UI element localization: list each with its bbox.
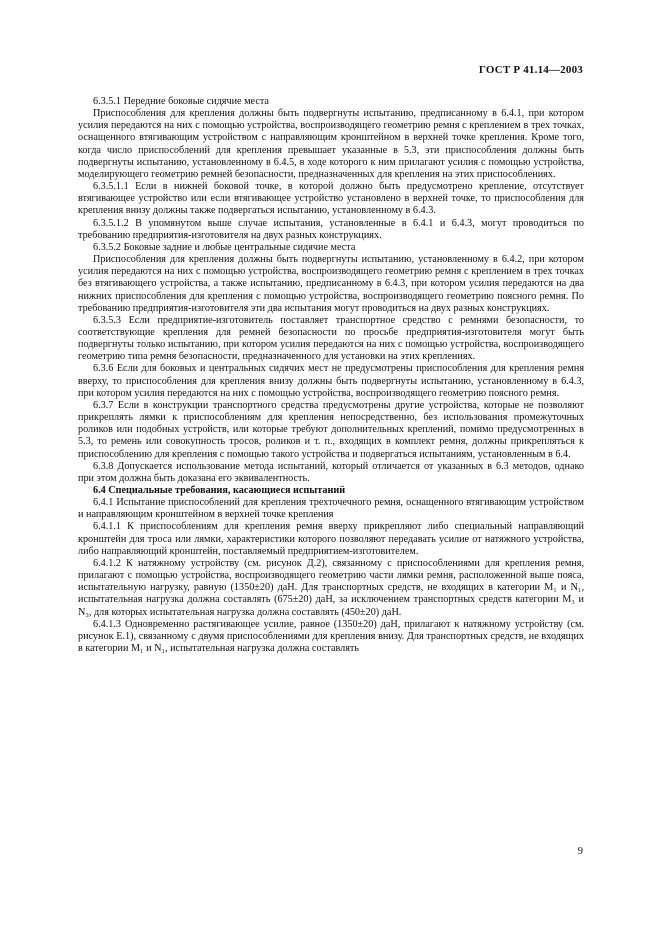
- paragraph: 6.3.5.1.2 В упомянутом выше случае испытания, установленные в 6.4.1 и 6.4.3, могут проводиться по требованию предприятия-изготовителя на двух разных конструкциях.: [78, 217, 584, 241]
- paragraph: 6.4.1.3 Одновременно растягивающее усилие, равное (1350±20) даН, прилагают к натяжному устройству (см. рисунок Е.1), связанному с двумя приспособлениями для крепления внизу. Для транспортных средств, не входящих в категории M₁ и N₁, испытательная нагрузка должна составлять: [78, 618, 584, 655]
- paragraph: 6.4.1.2 К натяжному устройству (см. рисунок Д.2), связанному с приспособлениями для крепления ремня, прилагают с помощью устройства, воспроизводящего геометрию части лямки ремня, расположенной выше пояса, испытательную нагрузку, равную (1350±20) даН. Для транспортных средств, не входящих в категории M₁ и N₁, испытательная нагрузка должна составлять (675±20) даН, за исключением транспортных средств категории M₃ и N₃, для которых испытательная нагрузка должна составлять (450±20) даН.: [78, 557, 584, 618]
- paragraph: 6.3.7 Если в конструкции транспортного средства предусмотрены другие устройства, которые не позволяют прикреплять лямки к приспособлениям для крепления непосредственно, без использования промежуточных роликов или подобных устройств, или которые требуют дополнительных креплений, помимо предусмотренных в 5.3, то ремень или совокупность тросов, роликов и т. п., входящих в комплект ремня, должны прикрепляться к приспособлению для крепления с помощью такого устройства и подвергаться испытаниям, установленным в 6.4.: [78, 399, 584, 460]
- paragraph: Приспособления для крепления должны быть подвергнуты испытанию, установленному в 6.4.2, при котором усилия передаются на них с помощью устройства, воспроизводящего геометрию ремня с креплением в трех точках без втягивающего устройства, а также испытанию, предписанному в 6.4.3, при котором усилия передаются на два нижних приспособления для крепления с помощью устройства, воспроизводящего геометрию поясного ремня. По требованию предприятия-изготовителя эти два испытания могут проводиться на двух разных конструкциях.: [78, 254, 584, 314]
- paragraph: 6.4.1.1 К приспособлениям для крепления ремня вверху прикрепляют либо специальный направляющий кронштейн для троса или лямки, характеристики которого позволяют передавать усилие от натяжного устройства, либо направляющий кронштейн, поставляемый предприятием-изготовителем.: [78, 521, 584, 557]
- paragraph: 6.3.5.3 Если предприятие-изготовитель поставляет транспортное средство с ремнями безопасности, то соответствующие крепления для ремней безопасности по просьбе предприятия-изготовителя могут быть подвергнуты только испытанию, при котором усилия передаются на них с помощью устройства, воспроизводящего геометрию типа ремня безопасности, предназначенного для установки на этих креплениях.: [78, 314, 584, 363]
- document-header: ГОСТ Р 41.14—2003: [478, 64, 583, 76]
- document-body: [78, 96, 584, 655]
- paragraph-6-3-5-2-heading: 6.3.5.2 Боковые задние и любые центральные сидячие места: [93, 241, 356, 253]
- page-number: 9: [577, 846, 583, 857]
- paragraph: 6.3.5.1.1 Если в нижней боковой точке, в которой должно быть предусмотрено крепление, отсутствует втягивающее устройство или если втягивающее устройство установлено в верхней точке, то приспособления для крепления внизу должны также подвергаться испытанию, установленному в 6.4.3.: [78, 181, 584, 217]
- section-heading-6-4: 6.4 Специальные требования, касающиеся испытаний: [93, 485, 346, 496]
- paragraph: Приспособления для крепления должны быть подвергнуты испытанию, предписанному в 6.4.1, при котором усилия передаются на них с помощью устройства, воспроизводящего геометрию ремня с креплением в трех точках, оснащенного втягивающим устройством с направляющим кронштейном в верхней точке крепления. Кроме того, когда число приспособлений для крепления превышает указанные в 5.3, эти приспособления должны быть подвергнуты испытанию, установленному в 6.4.5, в ходе которого к ним прилагают усилия с помощью устройства, моделирующего геометрию ремней безопасности, предназначенных для крепления на этих приспособлениях.: [78, 108, 584, 180]
- paragraph: 6.3.6 Если для боковых и центральных сидячих мест не предусмотрены приспособления для крепления ремня вверху, то приспособления для крепления внизу должны быть подвергнуты испытанию, установленному в 6.4.3, при котором усилия передаются на них с помощью устройства, воспроизводящего геометрию поясного ремня.: [78, 363, 584, 399]
- paragraph: 6.3.8 Допускается использование метода испытаний, который отличается от указанных в 6.3 методов, однако при этом должна быть доказана его эквивалентность.: [78, 460, 584, 484]
- paragraph-6-3-5-1-heading: 6.3.5.1 Передние боковые сидячие места: [93, 96, 269, 107]
- paragraph: 6.4.1 Испытание приспособлений для крепления трехточечного ремня, оснащенного втягивающим устройством и направляющим кронштейном в верхней точке крепления: [78, 497, 584, 521]
